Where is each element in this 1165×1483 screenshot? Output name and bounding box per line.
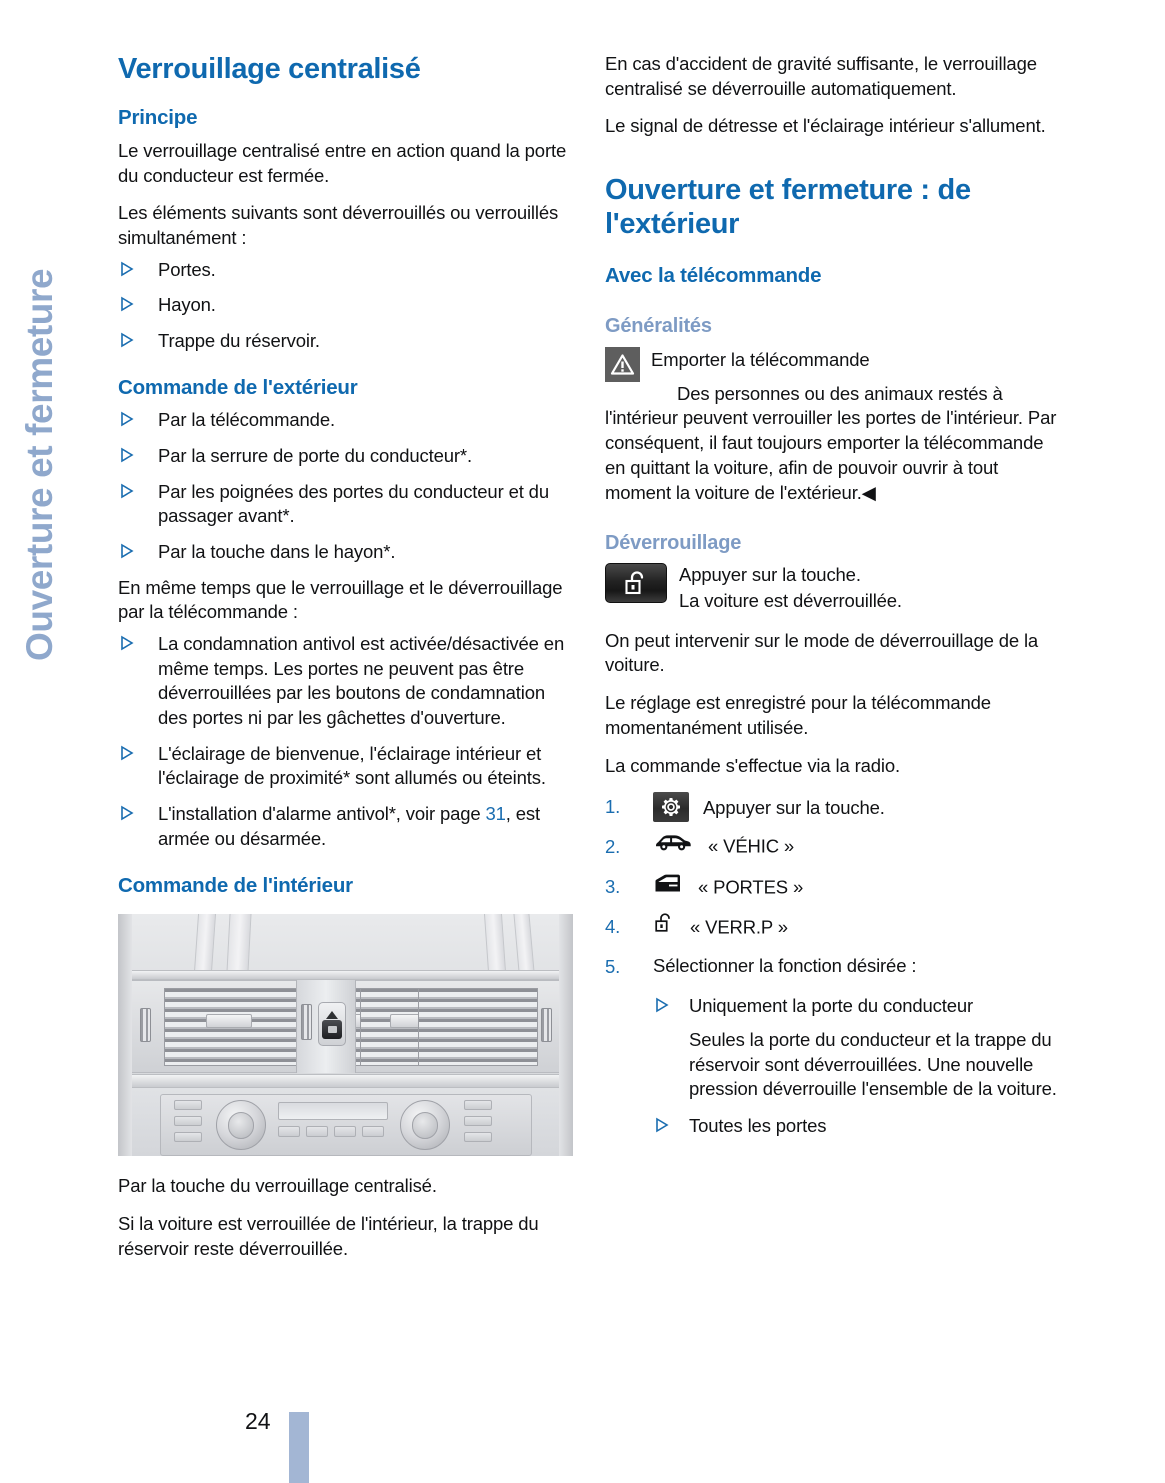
step-number: 4. — [605, 916, 621, 938]
subheading-deverrouillage: Déverrouillage — [605, 532, 742, 555]
triangle-bullet-icon — [120, 447, 134, 463]
triangle-bullet-icon — [120, 543, 134, 559]
list-item — [118, 540, 573, 565]
list-item — [118, 444, 573, 469]
triangle-bullet-icon — [120, 745, 134, 761]
chapter-side-tab-label: Ouverture et fermeture — [19, 268, 60, 661]
car-icon — [653, 832, 693, 859]
page-cross-reference[interactable]: 31 — [485, 803, 506, 825]
triangle-bullet-icon — [120, 411, 134, 427]
triangle-bullet-icon — [120, 261, 134, 277]
step-label: Appuyer sur la touche. — [702, 797, 885, 819]
list-item-label: L'éclairage de bienvenue, l'éclairage intérieur et l'éclairage de proximité* sont allumés ou éteints. — [158, 742, 546, 789]
unlock-options-list-2 — [653, 1114, 1060, 1139]
commande-exterieur-list — [118, 408, 573, 564]
step-label: Sélectionner la fonction désirée : — [653, 955, 917, 977]
page-title: Verrouillage centralisé — [118, 53, 421, 85]
unlock-instruction-block — [605, 561, 1060, 615]
list-item — [118, 293, 573, 318]
list-item — [118, 742, 573, 791]
list-item-label: Hayon. — [158, 294, 216, 316]
photo-caption: Par la touche du verrouillage centralisé. — [118, 1175, 437, 1197]
chapter-side-tab — [0, 0, 100, 1483]
dashboard-console-photo — [118, 914, 573, 1156]
page-number: 24 — [245, 1408, 271, 1434]
principe-paragraph-1: Le verrouillage centralisé entre en action quand la porte du conducteur est fermée. — [118, 139, 567, 186]
alarm-text-post: , est armée ou désarmée. — [158, 803, 540, 849]
list-item — [118, 632, 573, 731]
list-item-label: Par les poignées des portes du conducteur et du passager avant*. — [158, 480, 549, 527]
procedure-steps-list — [605, 794, 1060, 984]
step-number: 5. — [605, 956, 621, 978]
triangle-bullet-icon — [120, 483, 134, 499]
principe-paragraph-2: Les éléments suivants sont déverrouillés ou verrouillés simultanément : — [118, 202, 559, 248]
alarm-text-pre: L'installation d'alarme antivol*, voir page — [158, 803, 486, 825]
triangle-bullet-icon — [120, 805, 134, 821]
list-item-label: La condamnation antivol est activée/désactivée en même temps. Les portes ne peuvent pas être déverrouillées par les boutons de condamnation des portes ni par les gâchettes d'ouverture. — [158, 633, 565, 729]
triangle-bullet-icon — [120, 332, 134, 348]
unlock-options-list — [653, 994, 1060, 1019]
section-heading-avec-telecommande: Avec la télécommande — [605, 263, 822, 287]
list-item — [118, 329, 573, 354]
section-title-ouverture-exterieur: Ouverture et fermeture : de l'extérieur — [605, 174, 971, 241]
step-label: « VÉHIC » — [708, 835, 795, 857]
list-item — [118, 258, 573, 283]
triangle-bullet-icon — [120, 635, 134, 651]
section-heading-principe: Principe — [118, 106, 198, 130]
list-item — [653, 994, 1060, 1019]
list-item-label: Portes. — [158, 258, 216, 280]
step-item-2 — [605, 834, 1060, 864]
list-item-label: Par la serrure de porte du conducteur*. — [158, 444, 472, 466]
list-item — [653, 1114, 1060, 1139]
gear-icon — [653, 792, 689, 822]
triangle-bullet-icon — [120, 296, 134, 312]
accident-paragraph-2: Le signal de détresse et l'éclairage intérieur s'allument. — [605, 115, 1046, 137]
principe-list — [118, 258, 573, 354]
step-number: 2. — [605, 836, 621, 858]
section-heading-commande-exterieur: Commande de l'extérieur — [118, 375, 358, 399]
commande-interieur-paragraph: Si la voiture est verrouillée de l'intérieur, la trappe du réservoir reste déverrouillée. — [118, 1212, 539, 1259]
deverrouillage-paragraph-2: Le réglage est enregistré pour la télécommande momentanément utilisée. — [605, 692, 991, 738]
step-item-4 — [605, 914, 1060, 944]
commande-exterieur-paragraph: En même temps que le verrouillage et le déverrouillage par la télécommande : — [118, 576, 563, 623]
list-item — [118, 480, 573, 529]
list-item — [118, 802, 573, 851]
unlock-padlock-icon — [605, 563, 667, 603]
triangle-bullet-icon — [655, 1117, 669, 1133]
subheading-generalites: Généralités — [605, 315, 712, 338]
list-item-label: Par la touche dans le hayon*. — [158, 540, 396, 562]
unlock-option-1-detail: Seules la porte du conducteur et la trappe du réservoir sont déverrouillées. Une nouvelle pression déverrouille l'ensemble de la voiture. — [689, 1028, 1057, 1100]
page-number-bar — [289, 1412, 309, 1483]
commande-exterieur-list-2 — [118, 632, 573, 852]
left-column — [118, 52, 573, 1274]
car-door-icon — [653, 872, 683, 901]
step-label: « VERR.P » — [690, 916, 788, 938]
triangle-bullet-icon — [655, 997, 669, 1013]
section-heading-commande-interieur: Commande de l'intérieur — [118, 873, 353, 897]
step-item-5 — [605, 954, 1060, 984]
step-item-3 — [605, 874, 1060, 904]
list-item-label: Trappe du réservoir. — [158, 329, 320, 351]
warning-note — [605, 344, 1060, 505]
step-number: 1. — [605, 796, 621, 818]
unlock-padlock-icon — [653, 912, 675, 941]
unlock-line-1: Appuyer sur la touche. — [679, 564, 861, 586]
list-item-label: Toutes les portes — [689, 1114, 827, 1136]
triangle-up-indicator-icon — [324, 1010, 340, 1020]
step-item-1 — [605, 794, 1060, 824]
list-item-label: Par la télécommande. — [158, 409, 335, 431]
list-item-label: Uniquement la porte du conducteur — [689, 995, 974, 1017]
accident-paragraph-1: En cas d'accident de gravité suffisante, le verrouillage centralisé se déverrouille automatiquement. — [605, 53, 1037, 99]
right-column — [605, 52, 1060, 1148]
deverrouillage-paragraph-1: On peut intervenir sur le mode de déverrouillage de la voiture. — [605, 629, 1039, 676]
step-label: « PORTES » — [698, 876, 804, 898]
step-number: 3. — [605, 876, 621, 898]
deverrouillage-paragraph-3: La commande s'effectue via la radio. — [605, 754, 900, 776]
warning-note-body: Des personnes ou des animaux restés à l'intérieur peuvent verrouiller les portes de l'intérieur. Par conséquent, il faut toujours emporter la télécommande en quittant la voiture, afin de pouvoir ouvrir à tout moment la voiture de l'extérieur.◀ — [605, 382, 1057, 503]
list-item — [118, 408, 573, 433]
warning-note-title: Emporter la télécommande — [651, 349, 870, 371]
list-item-label — [158, 803, 540, 849]
unlock-line-2: La voiture est déverrouillée. — [679, 590, 902, 612]
warning-triangle-icon — [605, 347, 640, 382]
